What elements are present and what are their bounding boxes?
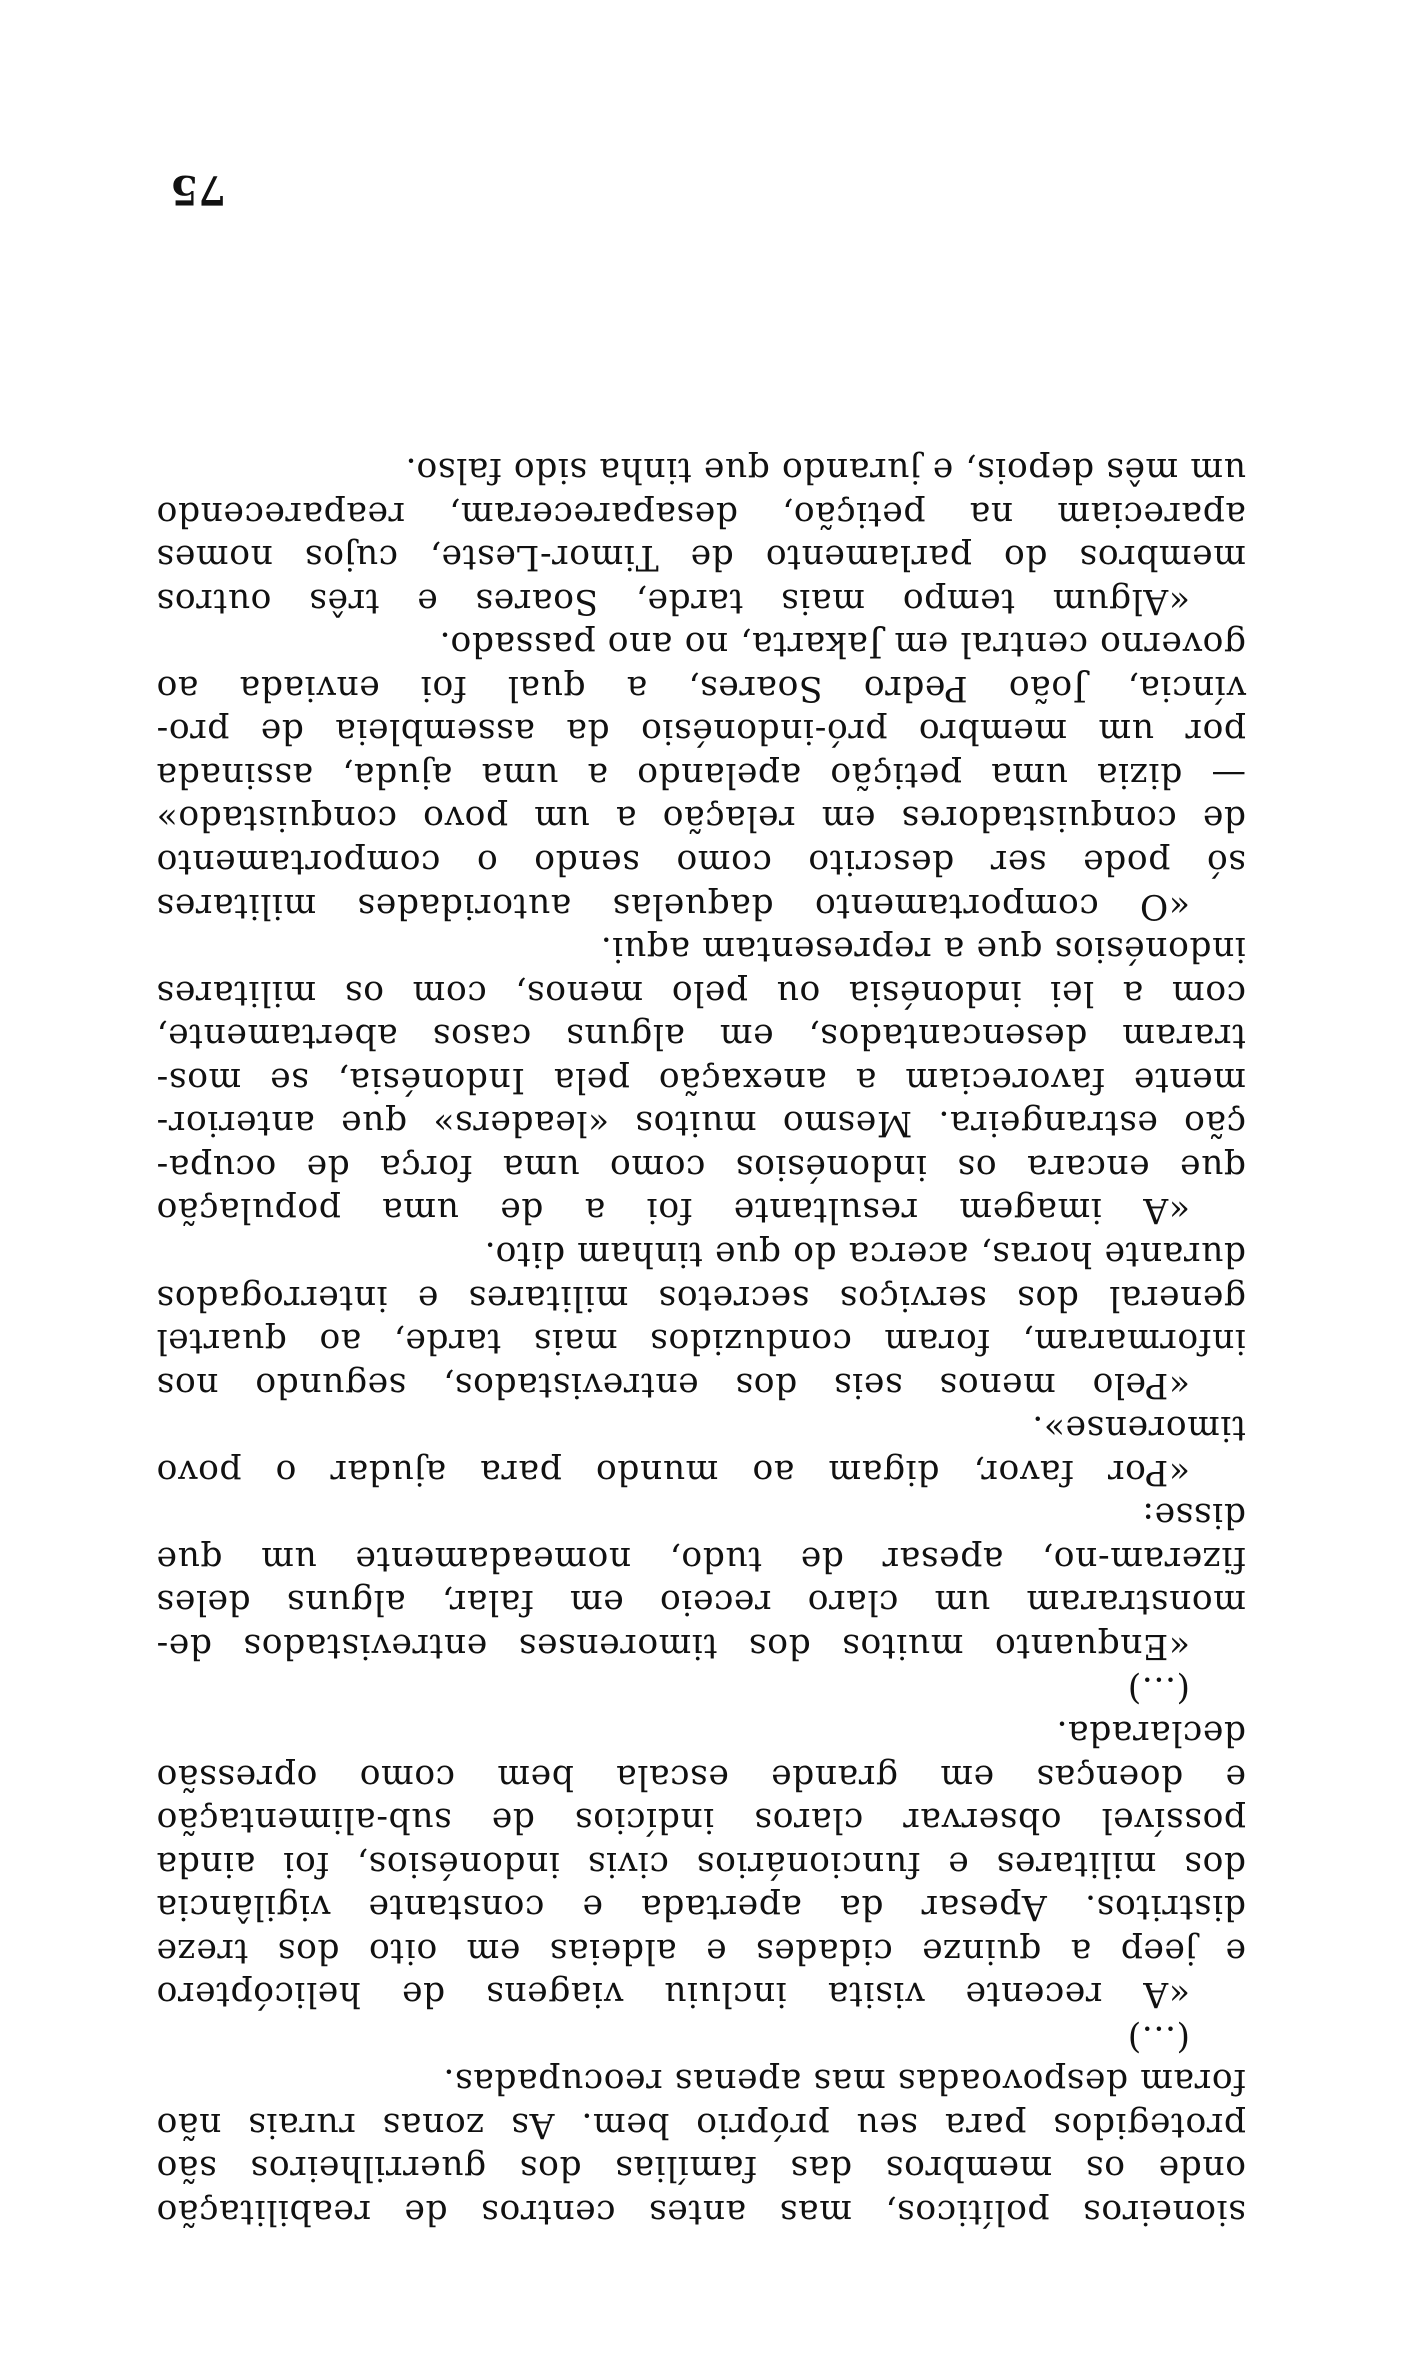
text-line: e jeep a quinze cidades e aldeias em oito dos treze	[156, 1930, 1246, 1971]
text-line: por um membro pró-indonésio da assembleia de pro-	[156, 711, 1246, 752]
text-line: — dizia uma petição apelando a uma ajuda, assinada	[156, 754, 1246, 795]
text-line: monstraram um claro receio em falar, alguns deles	[156, 1582, 1246, 1623]
text-line: fizeram-no, apesar de tudo, nomeadamente um que	[156, 1538, 1246, 1579]
text-line: apareciam na petição, desapareceram, reaparecendo	[156, 493, 1246, 534]
text-line: mente favoreciam a anexação pela Indonésia, se mos-	[156, 1059, 1246, 1100]
text-line: disse:	[1141, 1495, 1246, 1536]
text-line: «Por favor, digam ao mundo para ajudar o povo	[156, 1451, 1190, 1492]
text-line: declarada.	[1055, 1712, 1246, 1753]
text-line: indonésios que a representam aqui.	[600, 929, 1246, 970]
text-line: durante horas, acerca do que tinham dito.	[484, 1233, 1246, 1274]
text-line: sioneiros políticos, mas antes centros de reabilitação	[156, 2192, 1246, 2232]
text-line: foram despovoadas mas apenas reocupadas.	[442, 2061, 1246, 2102]
text-line: informaram, foram conduzidos mais tarde, ao quartel	[156, 1321, 1246, 1362]
text-line: timorense».	[1031, 1408, 1246, 1449]
text-line: «A imagem resultante foi a de uma população	[156, 1190, 1190, 1231]
text-line: (...)	[1127, 2017, 1190, 2058]
body-text	[156, 448, 1246, 2233]
text-line: «Algum tempo mais tarde, Soares e três outros	[156, 580, 1190, 621]
text-line: víncia, João Pedro Soares, a qual foi enviada ao	[156, 667, 1246, 708]
text-line: de conquistadores em relação a um povo conquistado»	[156, 798, 1246, 839]
text-line: «Pelo menos seis dos entrevistados, segundo nos	[156, 1364, 1190, 1405]
text-line: e doenças em grande escala bem como opressão	[156, 1756, 1246, 1797]
text-line: «Enquanto muitos dos timorenses entrevistados de-	[156, 1625, 1190, 1666]
text-line: possível observar claros indícios de sub-alimentação	[156, 1800, 1246, 1841]
text-line: governo central em Jakarta, no ano passado.	[438, 624, 1246, 665]
text-line: protegidos para seu próprio bem. As zonas rurais não	[156, 2104, 1246, 2145]
text-line: traram desencantados, em alguns casos abertamente,	[156, 1016, 1246, 1057]
text-line: distritos. Apesar da apertada e constante vigilância	[156, 1887, 1246, 1928]
text-line: general dos serviços secretos militares e interrogados	[156, 1277, 1246, 1318]
text-line: só pode ser descrito como sendo o comportamento	[156, 842, 1246, 883]
text-line: «A recente visita incluiu viagens de helicóptero	[156, 1974, 1190, 2015]
text-line: «O comportamento daquelas autoridades militares	[156, 885, 1190, 926]
page-number: 75	[170, 166, 226, 213]
text-line: com a lei indonésia ou pelo menos, com os militares	[156, 972, 1246, 1013]
text-line: (...)	[1127, 1669, 1190, 1710]
text-line: dos militares e funcionários civis indonésios, foi ainda	[156, 1843, 1246, 1884]
text-line: que encara os indonésios como uma força de ocupa-	[156, 1146, 1246, 1187]
text-line: membros do parlamento de Timor-Leste, cujos nomes	[156, 537, 1246, 578]
text-line: um mês depois, e jurando que tinha sido falso.	[404, 450, 1246, 491]
text-line: onde os membros das famílias dos guerrilheiros são	[156, 2148, 1246, 2189]
text-line: ção estrangeira. Mesmo muitos «leaders» que anterior-	[156, 1103, 1246, 1144]
